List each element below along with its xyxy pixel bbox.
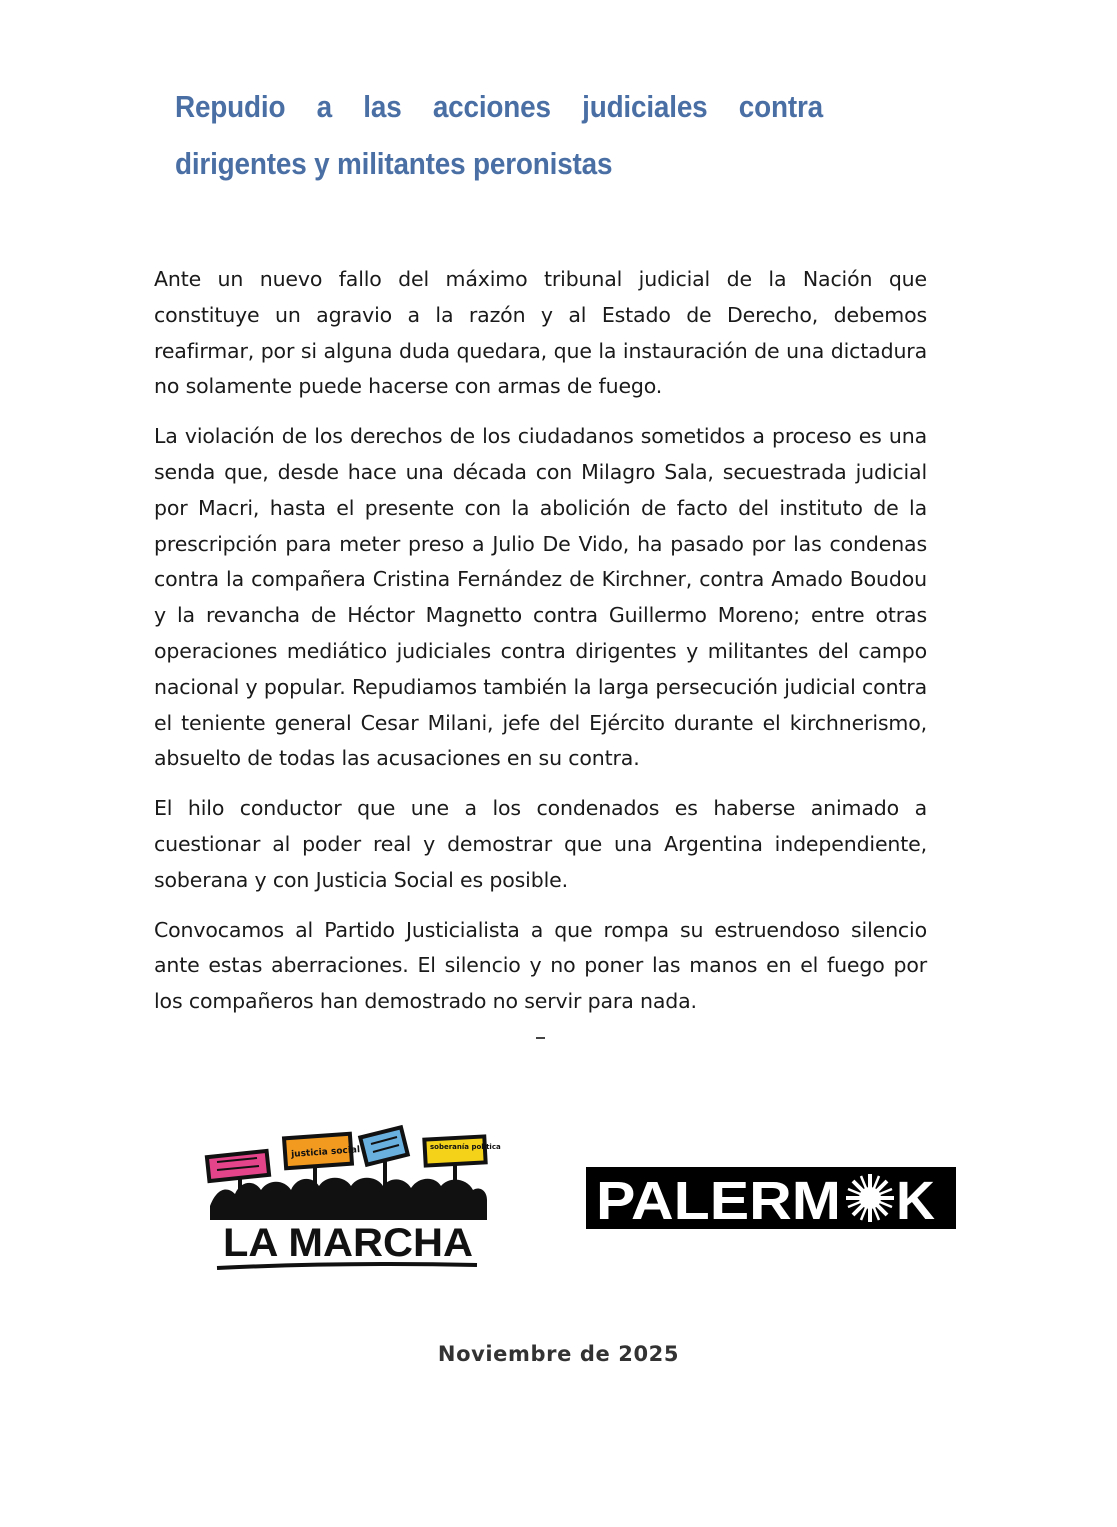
paragraph-4: Convocamos al Partido Justicialista a que rompa su estruendoso silencio ante estas aberraciones. El silencio y no poner las manos en el fuego por los compañeros han demostrado no servir para nada. xyxy=(154,917,927,1014)
document-title: Repudio a las acciones judiciales contra dirigentes y militantes peronistas xyxy=(175,89,823,181)
paragraph-1: Ante un nuevo fallo del máximo tribunal judicial de la Nación que constituye un agravio a la razón y al Estado de Derecho, debemos reafirmar, por si alguna duda quedara, que la instauración de una dictadura no solamente puede hacerse con armas de fuego. xyxy=(154,267,927,399)
document-date: Noviembre de 2025 xyxy=(437,1342,680,1366)
crowd-silhouette xyxy=(210,1178,487,1220)
la-marcha-logo xyxy=(205,1128,501,1273)
paragraph-3: El hilo conductor que une a los condenados es haberse animado a cuestionar al poder real y demostrar que una Argentina independiente, soberana y con Justicia Social es posible. xyxy=(154,796,927,892)
placard-yellow xyxy=(424,1136,501,1188)
banner-text-1: justicia social xyxy=(290,1145,361,1160)
separator-mark xyxy=(536,1037,545,1039)
letter-k: K xyxy=(896,1171,935,1231)
palermo-k-logo xyxy=(586,1164,956,1234)
sun-star-icon xyxy=(846,1174,894,1222)
underline-stroke xyxy=(217,1264,477,1268)
paragraph-2: La violación de los derechos de los ciudadanos sometidos a proceso es una senda que, desde hace una década con Milagro Sala, secuestrada judicial por Macri, hasta el presente con la abolición de facto del instituto de la prescripción para meter preso a Julio De Vido, ha pasado por las condenas contra la compañera Cristina Fernández de Kirchner, contra Amado Boudou y la revancha de Héctor Magnetto contra Guillermo Moreno; entre otras operaciones mediático judiciales contra dirigentes y militantes del campo nacional y popular. Repudiamos también la larga persecución judicial contra el teniente general Cesar Milani, jefe del Ejército durante el kirchnerismo, absuelto de todas las acusaciones en su contra. xyxy=(154,424,927,771)
banner-text-2: soberanía política xyxy=(430,1143,501,1151)
palermo-text: PALERM xyxy=(596,1171,841,1231)
document-body xyxy=(154,262,927,1034)
la-marcha-text: LA MARCHA xyxy=(223,1221,473,1265)
